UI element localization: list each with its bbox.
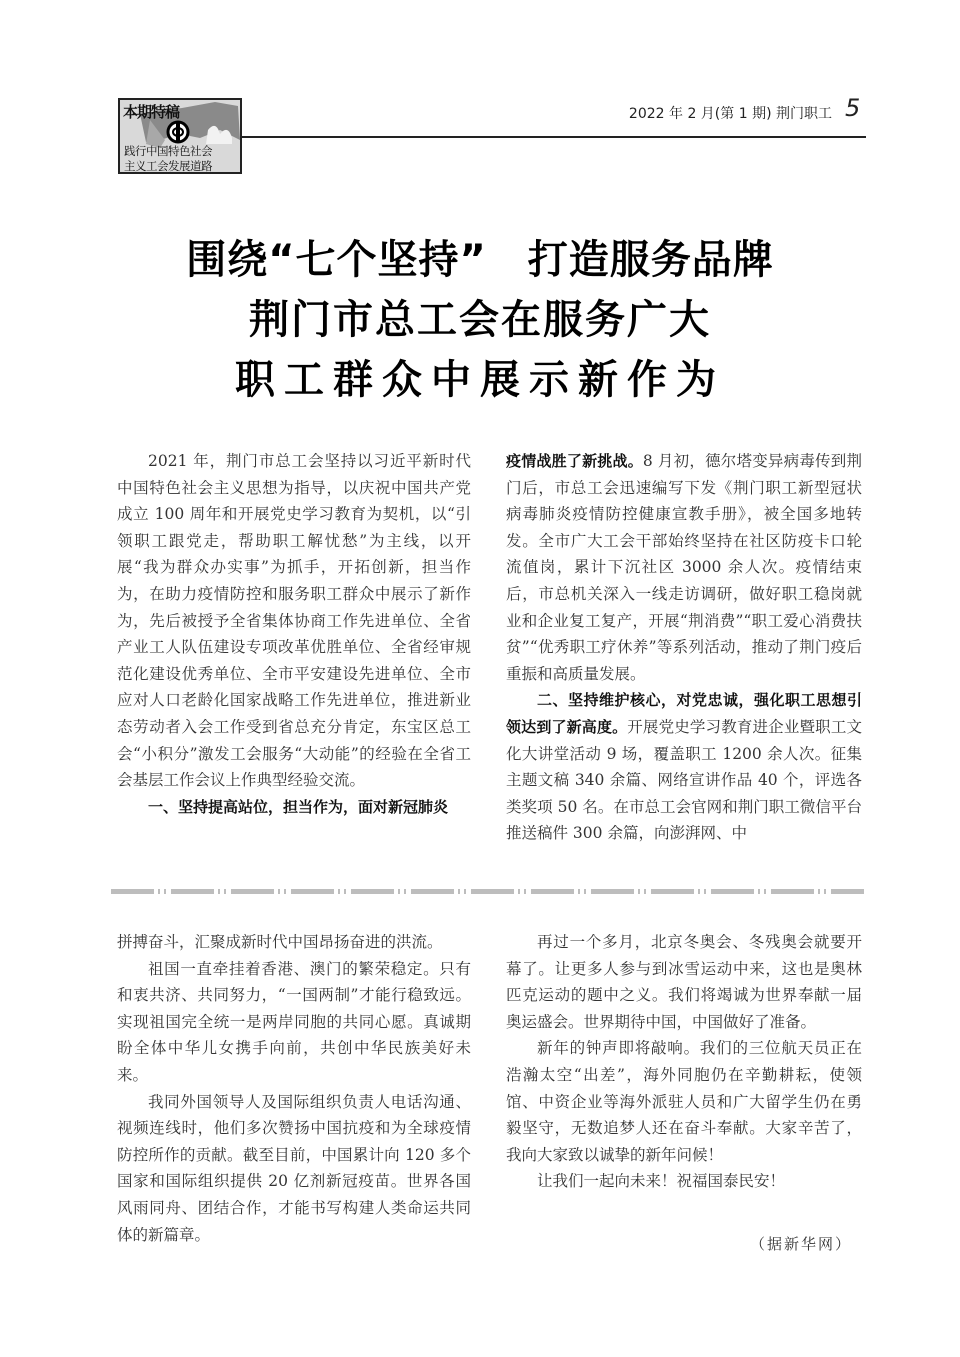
source-credit: （据新华网） bbox=[749, 1235, 852, 1253]
article-top-left-column bbox=[117, 448, 471, 820]
headline-line-1: 围绕“七个坚持” 打造服务品牌 bbox=[186, 237, 774, 283]
section-heading-2 bbox=[506, 687, 862, 847]
paragraph: 让我们一起向未来！祝福国泰民安！ bbox=[537, 1172, 786, 1191]
headline-line-3: 职工群众中展示新作为 bbox=[235, 357, 725, 403]
logo-bottom-line-1: 践行中国特色社会 bbox=[124, 144, 212, 158]
running-head-issue: 2022 年 2 月(第 1 期) 荆门职工 bbox=[628, 106, 832, 122]
logo-top-label: 本期特稿 bbox=[123, 103, 180, 121]
paragraph: 我同外国领导人及国际组织负责人电话沟通、视频连线时，他们多次赞扬中国抗疫和为全球疫情防控所作的贡献。截至目前，中国累计向 120 多个国家和国际组织提供 20 亿剂新冠疫苗。世界各国风雨同舟、团结合作，才能书写构建人类命运共同体的新篇章。 bbox=[117, 1092, 471, 1244]
article-top-right-column bbox=[506, 448, 862, 847]
bold-heading: 二、坚持维护核心，对党忠诚，强化职工思想引领达到了新高度。 bbox=[506, 691, 862, 736]
logo-bottom-line-2: 主义工会发展道路 bbox=[124, 159, 212, 173]
paragraph: 2021 年，荆门市总工会坚持以习近平新时代中国特色社会主义思想为指导，以庆祝中国共产党成立 100 周年和开展党史学习教育为契机，以“引领职工跟党走，帮助职工解忧愁”为主线，以开展“我为群众办实事”为抓手，开拓创新，担当作为，在助力疫情防控和服务职工群众中展示了新作为，先后被授予全省集体协商工作先进单位、全省产业工人队伍建设专项改革优胜单位、全省经审规范化建设优秀单位、全市平安建设先进单位、全市应对人口老龄化国家战略工作先进单位，推进新业态劳动者入会工作受到省总充分肯定，东宝区总工会“小积分”激发工会服务“大动能”的经验在全省工会基层工作会议上作典型经验交流。 bbox=[117, 452, 471, 790]
header-rule bbox=[242, 136, 866, 138]
paragraph: 新年的钟声即将敲响。我们的三位航天员正在浩瀚太空“出差”，海外同胞仍在辛勤耕耘，使领馆、中资企业等海外派驻人员和广大留学生仍在勇毅坚守，无数追梦人还在奋斗奉献。大家辛苦了，我向大家致以诚挚的新年问候！ bbox=[506, 1039, 862, 1164]
paragraph bbox=[506, 448, 862, 687]
article-bottom-right-column bbox=[506, 929, 862, 1195]
paragraph: 祖国一直牵挂着香港、澳门的繁荣稳定。只有和衷共济、共同努力，“一国两制”才能行稳致远。实现祖国完全统一是两岸同胞的共同心愿。真诚期盼全体中华儿女携手向前，共创中华民族美好未来。 bbox=[117, 959, 471, 1084]
bold-heading: 一、坚持提高站位，担当作为，面对新冠肺炎 bbox=[148, 797, 449, 816]
paragraph-text: 开展党史学习教育进企业暨职工文化大讲堂活动 9 场，覆盖职工 1200 余人次。征集主题文稿 340 余篇、网络宣讲作品 40 个，评选各类奖项 50 名。在市总工会官网和荆门职工微信平台推送稿件 300 余篇，向澎湃网、中 bbox=[506, 717, 862, 843]
section-heading-1 bbox=[117, 794, 471, 821]
headline-line-2: 荆门市总工会在服务广大 bbox=[249, 297, 711, 343]
page-number: 5 bbox=[845, 94, 861, 122]
paragraph: 再过一个多月，北京冬奥会、冬残奥会就要开幕了。让更多人参与到冰雪运动中来，这也是奥林匹克运动的题中之义。我们将竭诚为世界奉献一届奥运盛会。世界期待中国，中国做好了准备。 bbox=[506, 933, 862, 1031]
section-logo bbox=[118, 98, 242, 174]
article-bottom-left-column bbox=[117, 929, 471, 1248]
bold-heading: 疫情战胜了新挑战。 bbox=[506, 452, 643, 470]
paragraph: 拼搏奋斗，汇聚成新时代中国昂扬奋进的洪流。 bbox=[117, 933, 443, 951]
paragraph-text: 8 月初，德尔塔变异病毒传到荆门后，市总工会迅速编写下发《荆门职工新型冠状病毒肺炎疫情防控健康宣教手册》，被全国多地转发。全市广大工会干部始终坚持在社区防疫卡口轮流值岗，累计下沉社区 3000 余人次。疫情结束后，市总机关深入一线走访调研，做好职工稳岗就业和企业复工复产，开展“荆消费”“职工爱心消费扶贫”“优秀职工疗休养”等系列活动，推动了荆门疫后重振和高质量发展。 bbox=[506, 452, 862, 683]
section-divider bbox=[111, 889, 864, 894]
